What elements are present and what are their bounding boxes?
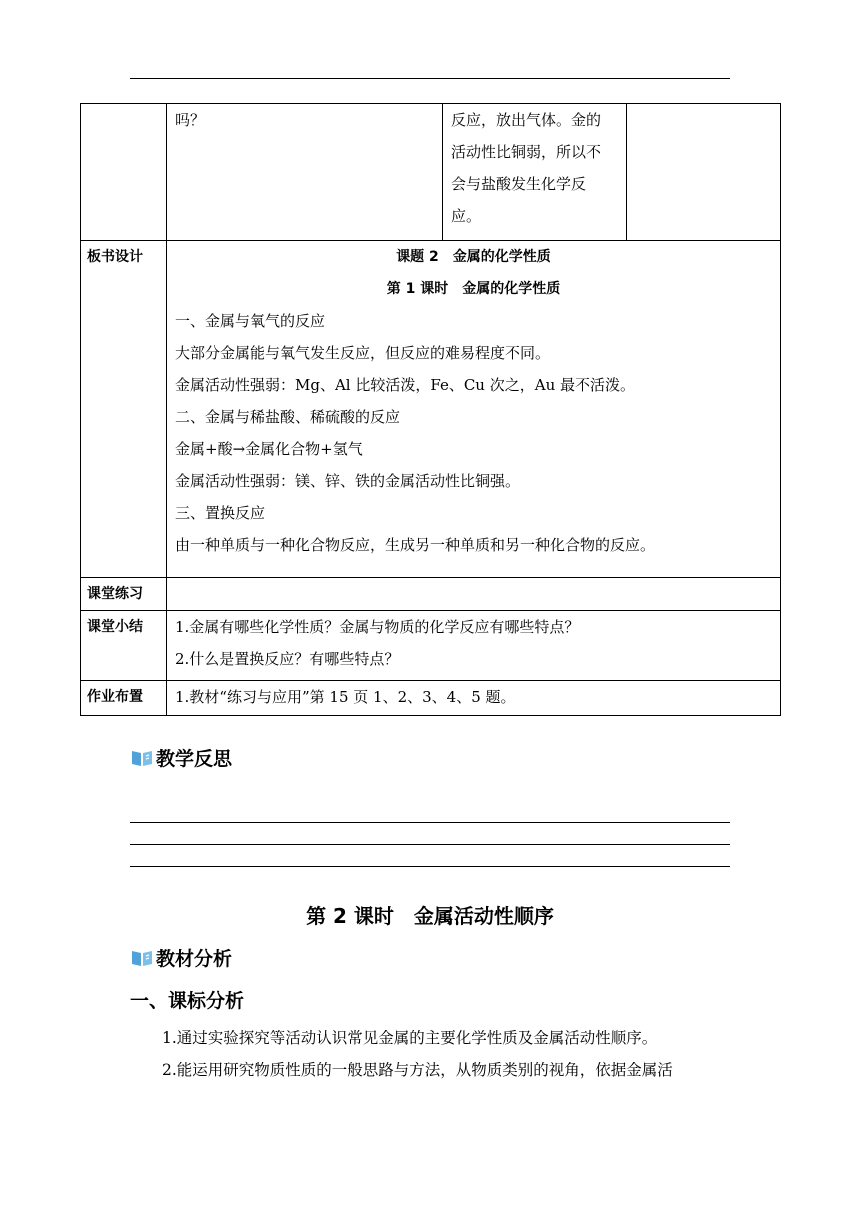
board-design-content: 课题 2 金属的化学性质 第 1 课时 金属的化学性质 一、金属与氧气的反应 大部分金属能与氧气发生反应，但反应的难易程度不同。 金属活动性强弱：Mg、Al 比较活泼，Fe、Cu 次之，Au 最不活泼。 二、金属与稀盐酸、稀硫酸的反应 金属+酸→金属化合物+氢气 金属活动性强弱：镁、锌、铁的金属活动性比铜强。 三、置换反应 由一种单质与一种化合物反应，生成另一种单质和另一种化合物的反应。 — [167, 241, 781, 578]
table-row-summary — [81, 611, 781, 681]
empty-cell — [81, 104, 167, 241]
question-cell: 吗？ — [167, 104, 443, 241]
table-row-continued — [81, 104, 781, 241]
paragraph-2: 2.能运用研究物质性质的一般思路与方法，从物质类别的视角，依据金属活 — [162, 1061, 673, 1079]
board-title-1: 课题 2 金属的化学性质 — [396, 249, 551, 265]
practice-content — [167, 578, 781, 611]
lesson-2-title: 第 2 课时 金属活动性顺序 — [306, 904, 554, 928]
paragraph-1: 1.通过实验探究等活动认识常见金属的主要化学性质及金属活动性顺序。 — [162, 1029, 658, 1047]
analysis-heading: 教材分析 — [130, 944, 232, 971]
book-icon — [130, 948, 154, 968]
empty-cell — [627, 104, 781, 241]
board-title-2: 第 1 课时 金属的化学性质 — [386, 281, 561, 297]
writing-line — [130, 822, 730, 823]
writing-line — [130, 866, 730, 867]
table-row-board-design — [81, 241, 781, 578]
writing-line — [130, 844, 730, 845]
homework-label: 作业布置 — [81, 681, 167, 716]
summary-label: 课堂小结 — [81, 611, 167, 681]
homework-content: 1.教材“练习与应用”第 15 页 1、2、3、4、5 题。 — [167, 681, 781, 716]
practice-label: 课堂练习 — [81, 578, 167, 611]
lesson-table — [80, 103, 781, 716]
summary-content: 1.金属有哪些化学性质？金属与物质的化学反应有哪些特点？ 2.什么是置换反应？有哪些特点？ — [167, 611, 781, 681]
answer-cell: 反应，放出气体。金的 活动性比铜弱，所以不 会与盐酸发生化学反 应。 — [443, 104, 627, 241]
table-row-homework — [81, 681, 781, 716]
standards-heading: 一、课标分析 — [130, 990, 245, 1012]
board-design-label: 板书设计 — [81, 241, 167, 578]
table-row-practice — [81, 578, 781, 611]
header-rule — [130, 78, 730, 79]
reflection-heading: 教学反思 — [130, 744, 232, 771]
book-icon — [130, 748, 154, 768]
